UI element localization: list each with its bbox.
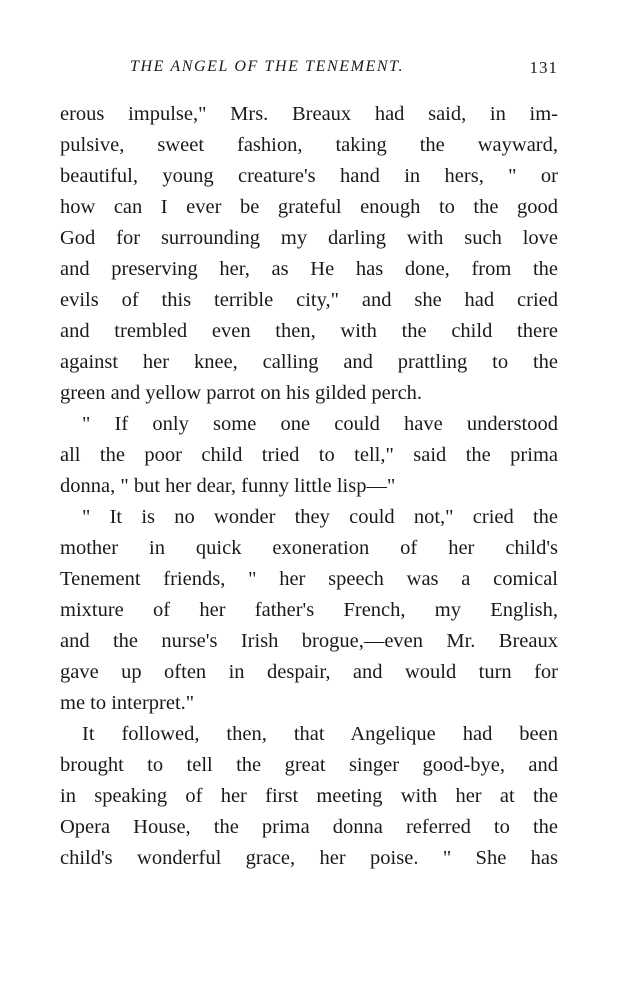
text-line: mixture of her father's French, my English, bbox=[60, 599, 558, 621]
text-line: against her knee, calling and prattling to the bbox=[60, 351, 558, 373]
text-line: green and yellow parrot on his gilded perch. bbox=[60, 382, 423, 404]
text-line: erous impulse," Mrs. Breaux had said, in im- bbox=[60, 103, 558, 125]
running-head bbox=[60, 58, 558, 82]
text-line: gave up often in despair, and would turn for bbox=[60, 661, 558, 683]
text-line: child's wonderful grace, her poise. " She has bbox=[60, 847, 558, 869]
text-line: beautiful, young creature's hand in hers, " or bbox=[60, 165, 558, 187]
text-line: and the nurse's Irish brogue,—even Mr. Breaux bbox=[60, 630, 558, 652]
text-line: " If only some one could have understood bbox=[82, 413, 558, 435]
text-line: mother in quick exoneration of her child's bbox=[60, 537, 558, 559]
text-line: how can I ever be grateful enough to the good bbox=[60, 196, 558, 218]
text-line: God for surrounding my darling with such love bbox=[60, 227, 558, 249]
text-line: brought to tell the great singer good-bye, and bbox=[60, 754, 558, 776]
text-line: and trembled even then, with the child there bbox=[60, 320, 558, 342]
running-title: THE ANGEL OF THE TENEMENT. bbox=[130, 58, 405, 75]
text-line: all the poor child tried to tell," said the prima bbox=[60, 444, 558, 466]
body-text bbox=[60, 99, 558, 874]
text-line: in speaking of her first meeting with her at the bbox=[60, 785, 558, 807]
text-line: Tenement friends, " her speech was a comical bbox=[60, 568, 558, 590]
text-line: me to interpret." bbox=[60, 692, 195, 714]
text-line: " It is no wonder they could not," cried the bbox=[82, 506, 558, 528]
text-line: It followed, then, that Angelique had been bbox=[82, 723, 558, 745]
text-line: pulsive, sweet fashion, taking the wayward, bbox=[60, 134, 558, 156]
text-line: and preserving her, as He has done, from the bbox=[60, 258, 558, 280]
text-line: evils of this terrible city," and she had cried bbox=[60, 289, 558, 311]
text-line: Opera House, the prima donna referred to the bbox=[60, 816, 558, 838]
text-line: donna, " but her dear, funny little lisp—" bbox=[60, 475, 396, 497]
page-number: 131 bbox=[529, 58, 558, 77]
